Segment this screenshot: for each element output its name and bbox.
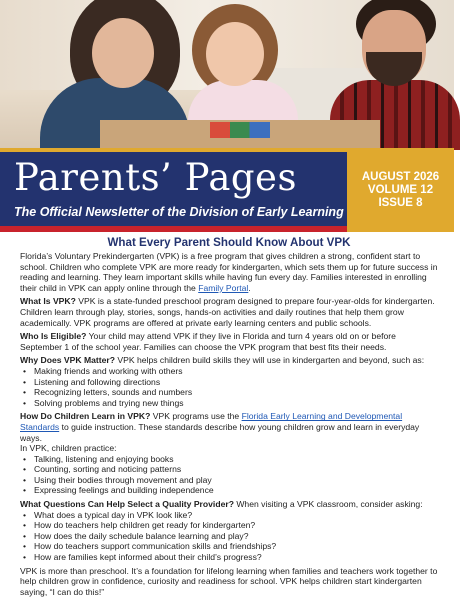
photo-mother-face [92, 18, 154, 88]
eligibility-text: Your child may attend VPK if they live in Florida and turn 4 years old on or before September 1 of the school year. Families can choose the VPK program that best fits their needs. [20, 331, 396, 352]
questions-text: When visiting a VPK classroom, consider asking: [233, 499, 423, 510]
how-learn-text-before: VPK programs use the [150, 411, 242, 422]
family-portal-link[interactable]: Family Portal [198, 282, 249, 293]
article [20, 236, 438, 600]
issue-volume: VOLUME 12 [367, 183, 434, 196]
photo-child-face [206, 22, 264, 86]
questions-list [20, 510, 438, 563]
masthead [0, 148, 454, 232]
article-headline: What Every Parent Should Know About VPK [107, 236, 351, 249]
newsletter-title: Parents’ Pages [14, 156, 297, 199]
why-matters-text: VPK helps children build skills they will use in kindergarten and beyond, such as: [115, 355, 425, 366]
masthead-title-panel [0, 148, 347, 232]
questions-label: What Questions Can Help Select a Quality Provider? [20, 499, 234, 510]
list-item: • How do teachers support communication skills and friendships? [20, 541, 438, 552]
standards-link[interactable]: Florida Early Learning and Developmental Standards [20, 411, 403, 432]
practice-intro: In VPK, children practice: [20, 443, 117, 454]
eligibility-paragraph [20, 331, 438, 352]
what-is-vpk-text: VPK is a state-funded preschool program designed to prepare four-year-olds for kindergarten. Children learn through play, stories, songs, hands-on activities and daily routines that help them grow academically. VPK programs are offered at private early learning centers and public schools. [20, 296, 435, 328]
how-learn-text-after: to guide instruction. These standards describe how young children grow and learn in everyday ways. [20, 421, 420, 443]
masthead-red-rule [0, 226, 347, 232]
list-item: • How are families kept informed about their child’s progress? [20, 552, 438, 563]
how-learn-paragraph [20, 411, 438, 443]
list-item: • How does the daily schedule balance learning and play? [20, 531, 438, 542]
photo-toy-blocks [210, 122, 270, 138]
list-item: • Counting, sorting and noticing patterns [20, 464, 438, 475]
list-item: • Using their bodies through movement and play [20, 475, 438, 486]
why-matters-label: Why Does VPK Matter? [20, 355, 116, 366]
list-item: • How do teachers help children get ready for kindergarten? [20, 520, 438, 531]
practice-list [20, 454, 438, 496]
questions-paragraph [20, 499, 438, 510]
issue-month: AUGUST 2026 [361, 170, 440, 183]
masthead-top-stripe [0, 148, 347, 152]
list-item: • Recognizing letters, sounds and numbers [20, 387, 438, 398]
list-item: • Talking, listening and enjoying books [20, 454, 438, 465]
what-is-vpk-paragraph [20, 296, 438, 328]
closing-paragraph: VPK is more than preschool. It’s a foundation for lifelong learning when families and teachers work together to help children grow in confidence, curiosity and readiness for school. VPK helps children start kindergarten saying, “I can do this!” [20, 565, 438, 597]
list-item: • Listening and following directions [20, 377, 438, 388]
newsletter-subtitle: The Official Newsletter of the Division of Early Learning [14, 205, 344, 219]
list-item: • Expressing feelings and building independence [20, 485, 438, 496]
why-matters-paragraph [20, 355, 438, 366]
intro-end: . [248, 282, 251, 293]
how-learn-label: How Do Children Learn in VPK? [20, 411, 151, 422]
issue-info-panel [347, 148, 454, 232]
eligibility-label: Who Is Eligible? [20, 331, 87, 342]
issue-number: ISSUE 8 [378, 196, 423, 209]
hero-photo [0, 0, 454, 148]
what-is-vpk-label: What Is VPK? [20, 296, 76, 307]
list-item: • Making friends and working with others [20, 366, 438, 377]
list-item: • Solving problems and trying new things [20, 398, 438, 409]
intro-paragraph [20, 251, 438, 293]
why-matters-list [20, 366, 438, 408]
intro-text: Florida’s Voluntary Prekindergarten (VPK) is a free program that gives children a strong, confident start to school. Children who complete VPK are more ready for kindergarten, which sets them up for future success in reading and learning. They learn important skills while having fun every day. Families interested in enrolling their child in VPK can apply online through the [20, 251, 438, 293]
list-item: • What does a typical day in VPK look like? [20, 510, 438, 521]
